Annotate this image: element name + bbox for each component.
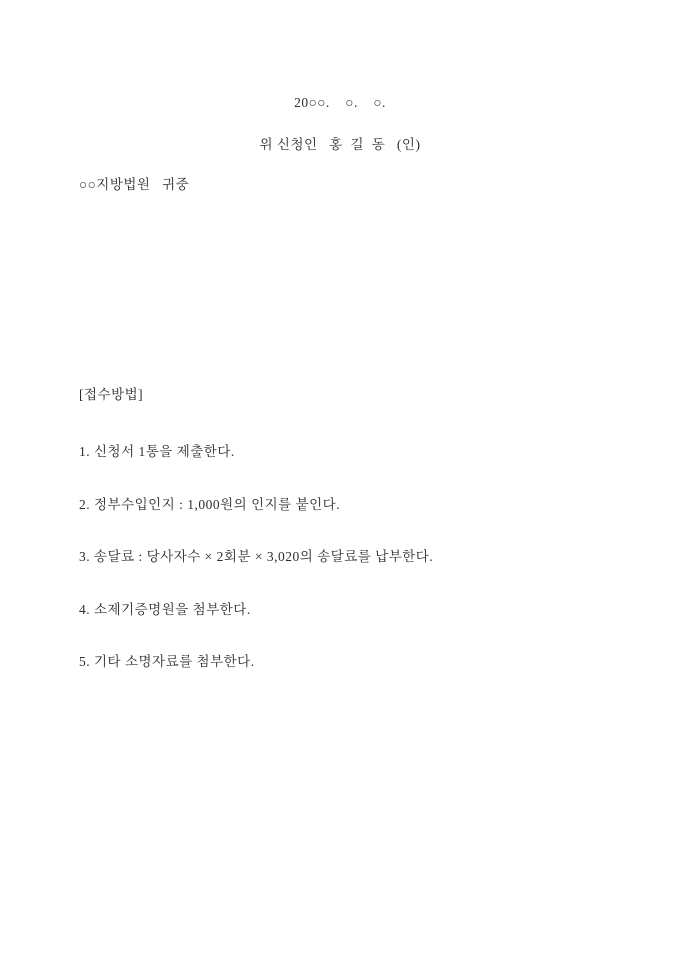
reception-method-section	[79, 356, 433, 705]
court-address-line: ○○지방법원 귀중	[79, 177, 190, 192]
date-line: 20○○. ○. ○.	[294, 95, 386, 110]
reception-method-item-2: 2. 정부수입인지 : 1,000원의 인지를 붙인다.	[79, 496, 341, 512]
applicant-signature-line: 위 신청인 홍 길 동 (인)	[259, 137, 421, 152]
reception-method-item-5: 5. 기타 소명자료를 첨부한다.	[79, 654, 255, 670]
reception-method-item-4: 4. 소제기증명원을 첨부한다.	[79, 601, 251, 617]
reception-method-item-3: 3. 송달료 : 당사자수 × 2회분 × 3,020의 송달료를 납부한다.	[79, 549, 434, 565]
reception-method-title: [접수방법]	[79, 387, 144, 402]
reception-method-item-1: 1. 신청서 1통을 제출한다.	[79, 444, 235, 459]
